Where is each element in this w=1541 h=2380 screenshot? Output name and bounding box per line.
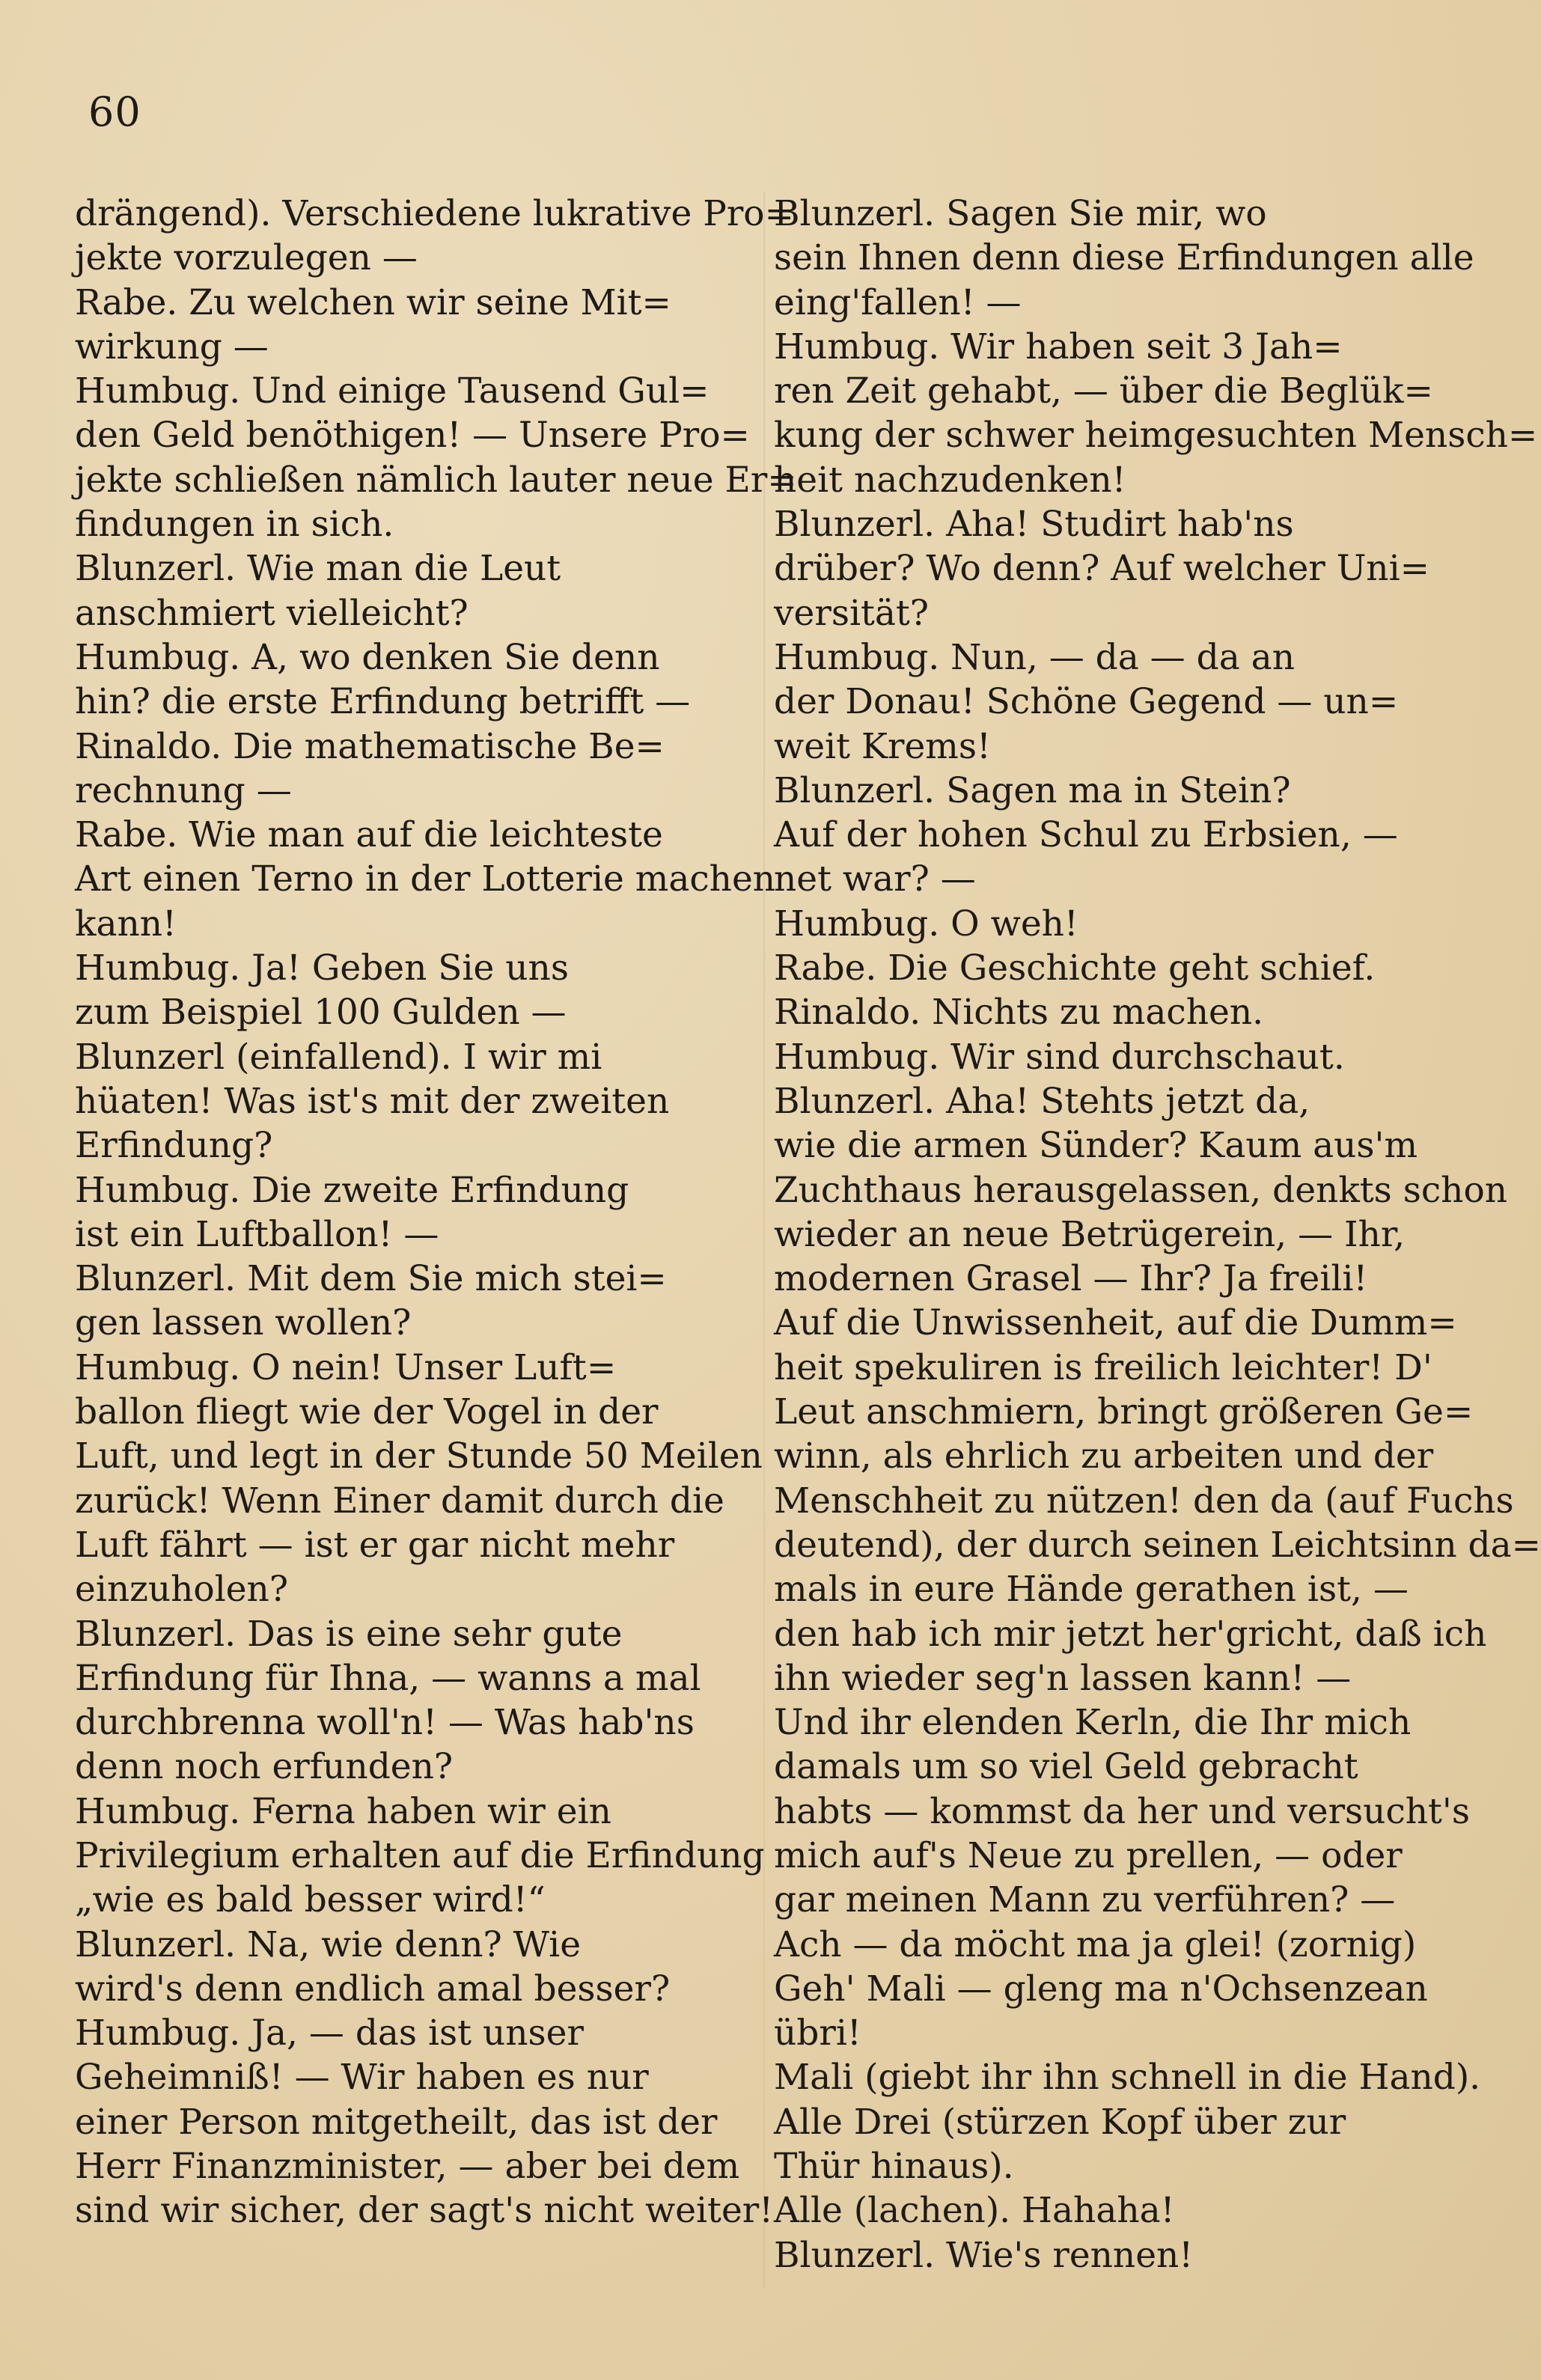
column-divider bbox=[763, 192, 765, 2287]
text-line: Und ihr elenden Kerln, die Ihr mich bbox=[774, 1702, 1412, 1744]
text-line: Blunzerl (einfallend). I wir mi bbox=[75, 1036, 602, 1078]
text-line: Humbug. Die zweite Erfindung bbox=[75, 1169, 629, 1211]
text-line: zurück! Wenn Einer damit durch die bbox=[75, 1480, 724, 1522]
text-line: Rabe. Die Geschichte geht schief. bbox=[774, 948, 1376, 989]
text-line: Blunzerl. Na, wie denn? Wie bbox=[75, 1923, 582, 1965]
text-line: habts — kommst da her und versucht's bbox=[774, 1790, 1470, 1832]
text-line: Humbug. Und einige Tausend Gul= bbox=[75, 370, 710, 412]
text-line: Leut anschmiern, bringt größeren Ge= bbox=[774, 1391, 1474, 1433]
text-line: Mali (giebt ihr ihn schnell in die Hand). bbox=[774, 2057, 1481, 2099]
text-line: Blunzerl. Sagen Sie mir, wo bbox=[774, 193, 1267, 234]
text-line: Alle (lachen). Hahaha! bbox=[774, 2190, 1175, 2232]
text-line: „wie es bald besser wird!“ bbox=[75, 1879, 546, 1921]
text-line: Humbug. O nein! Unser Luft= bbox=[75, 1346, 617, 1388]
text-line: hin? die erste Erfindung betrifft — bbox=[75, 681, 691, 723]
text-line: ren Zeit gehabt, — über die Beglük= bbox=[774, 370, 1433, 412]
left-column bbox=[75, 192, 797, 2233]
text-line: denn noch erfunden? bbox=[75, 1746, 454, 1788]
text-line: jekte vorzulegen — bbox=[75, 237, 418, 279]
text-line: den hab ich mir jetzt her'gricht, daß ich bbox=[774, 1613, 1487, 1655]
text-line: Rabe. Wie man auf die leichteste bbox=[75, 814, 663, 856]
text-line: einzuholen? bbox=[75, 1569, 289, 1611]
text-line: ist ein Luftballon! — bbox=[75, 1213, 439, 1255]
text-line: einer Person mitgetheilt, das ist der bbox=[75, 2101, 718, 2143]
text-line: anschmiert vielleicht? bbox=[75, 592, 469, 634]
text-line: Blunzerl. Sagen ma in Stein? bbox=[774, 769, 1291, 811]
text-line: zum Beispiel 100 Gulden — bbox=[75, 992, 567, 1034]
text-line: Blunzerl. Aha! Studirt hab'ns bbox=[774, 504, 1294, 546]
text-line: Zuchthaus herausgelassen, denkts schon bbox=[774, 1169, 1508, 1211]
text-line: wird's denn endlich amal besser? bbox=[75, 1968, 671, 2010]
text-line: Erfindung für Ihna, — wanns a mal bbox=[75, 1657, 701, 1699]
text-line: Blunzerl. Wie's rennen! bbox=[774, 2234, 1194, 2276]
text-line: Blunzerl. Mit dem Sie mich stei= bbox=[75, 1258, 667, 1300]
text-line: wieder an neue Betrügerein, — Ihr, bbox=[774, 1213, 1406, 1255]
text-line: heit nachzudenken! bbox=[774, 459, 1126, 501]
text-line: Geh' Mali — gleng ma n'Ochsenzean bbox=[774, 1968, 1428, 2010]
text-line: ballon fliegt wie der Vogel in der bbox=[75, 1391, 659, 1433]
text-line: gar meinen Mann zu verführen? — bbox=[774, 1879, 1396, 1921]
text-line: Rinaldo. Die mathematische Be= bbox=[75, 725, 665, 767]
text-line: drüber? Wo denn? Auf welcher Uni= bbox=[774, 548, 1429, 590]
text-line: mich auf's Neue zu prellen, — oder bbox=[774, 1834, 1403, 1876]
page-number: 60 bbox=[88, 88, 141, 135]
text-line: weit Krems! bbox=[774, 725, 991, 767]
text-line: ihn wieder seg'n lassen kann! — bbox=[774, 1657, 1352, 1699]
text-line: Ach — da möcht ma ja glei! (zornig) bbox=[774, 1923, 1417, 1965]
text-line: Humbug. Nun, — da — da an bbox=[774, 636, 1295, 678]
text-line: Erfindung? bbox=[75, 1125, 273, 1167]
text-line: übri! bbox=[774, 2013, 861, 2054]
text-line: damals um so viel Geld gebracht bbox=[774, 1746, 1358, 1788]
right-column bbox=[774, 192, 1541, 2277]
text-line: rechnung — bbox=[75, 769, 292, 811]
text-line: Humbug. O weh! bbox=[774, 903, 1078, 945]
text-line: deutend), der durch seinen Leichtsinn da= bbox=[774, 1524, 1541, 1566]
text-line: sein Ihnen denn diese Erfindungen alle bbox=[774, 237, 1474, 279]
text-line: Blunzerl. Wie man die Leut bbox=[75, 548, 561, 590]
text-line: jekte schließen nämlich lauter neue Er= bbox=[75, 459, 797, 501]
text-line: net war? — bbox=[774, 858, 976, 900]
text-line: Humbug. Ferna haben wir ein bbox=[75, 1790, 611, 1832]
text-line: winn, als ehrlich zu arbeiten und der bbox=[774, 1435, 1434, 1477]
text-line: hüaten! Was ist's mit der zweiten bbox=[75, 1080, 670, 1122]
text-line: Herr Finanzminister, — aber bei dem bbox=[75, 2146, 740, 2188]
text-line: durchbrenna woll'n! — Was hab'ns bbox=[75, 1702, 695, 1744]
text-line: findungen in sich. bbox=[75, 504, 394, 546]
text-line: wie die armen Sünder? Kaum aus'm bbox=[774, 1125, 1418, 1167]
text-line: Humbug. Ja, — das ist unser bbox=[75, 2013, 584, 2054]
text-line: der Donau! Schöne Gegend — un= bbox=[774, 681, 1399, 723]
text-line: kann! bbox=[75, 903, 177, 945]
text-line: drängend). Verschiedene lukrative Pro= bbox=[75, 193, 794, 234]
text-line: Privilegium erhalten auf die Erfindung bbox=[75, 1834, 765, 1876]
text-line: Auf der hohen Schul zu Erbsien, — bbox=[774, 814, 1398, 856]
text-line: eing'fallen! — bbox=[774, 281, 1022, 323]
text-line: versität? bbox=[774, 592, 929, 634]
text-line: Humbug. Ja! Geben Sie uns bbox=[75, 948, 569, 989]
text-line: kung der schwer heimgesuchten Mensch= bbox=[774, 415, 1538, 457]
text-line: heit spekuliren is freilich leichter! D' bbox=[774, 1346, 1432, 1388]
text-line: Thür hinaus). bbox=[774, 2146, 1014, 2188]
text-line: Menschheit zu nützen! den da (auf Fuchs bbox=[774, 1480, 1514, 1522]
text-line: Humbug. Wir haben seit 3 Jah= bbox=[774, 326, 1343, 367]
text-line: Art einen Terno in der Lotterie machen bbox=[75, 858, 776, 900]
text-line: wirkung — bbox=[75, 326, 269, 367]
text-line: Blunzerl. Das is eine sehr gute bbox=[75, 1613, 623, 1655]
text-line: Rinaldo. Nichts zu machen. bbox=[774, 992, 1264, 1034]
text-line: modernen Grasel — Ihr? Ja freili! bbox=[774, 1258, 1368, 1300]
text-line: Alle Drei (stürzen Kopf über zur bbox=[774, 2101, 1346, 2143]
text-line: mals in eure Hände gerathen ist, — bbox=[774, 1569, 1409, 1611]
text-line: den Geld benöthigen! — Unsere Pro= bbox=[75, 415, 750, 457]
text-line: Rabe. Zu welchen wir seine Mit= bbox=[75, 281, 671, 323]
text-line: Luft, und legt in der Stunde 50 Meilen bbox=[75, 1435, 763, 1477]
text-line: Blunzerl. Aha! Stehts jetzt da, bbox=[774, 1080, 1310, 1122]
text-line: Luft fährt — ist er gar nicht mehr bbox=[75, 1524, 675, 1566]
text-line: Auf die Unwissenheit, auf die Dumm= bbox=[774, 1302, 1457, 1344]
text-line: gen lassen wollen? bbox=[75, 1302, 412, 1344]
text-line: sind wir sicher, der sagt's nicht weiter! bbox=[75, 2190, 774, 2232]
text-line: Geheimniß! — Wir haben es nur bbox=[75, 2057, 649, 2099]
text-line: Humbug. Wir sind durchschaut. bbox=[774, 1036, 1345, 1078]
text-line: Humbug. A, wo denken Sie denn bbox=[75, 636, 660, 678]
